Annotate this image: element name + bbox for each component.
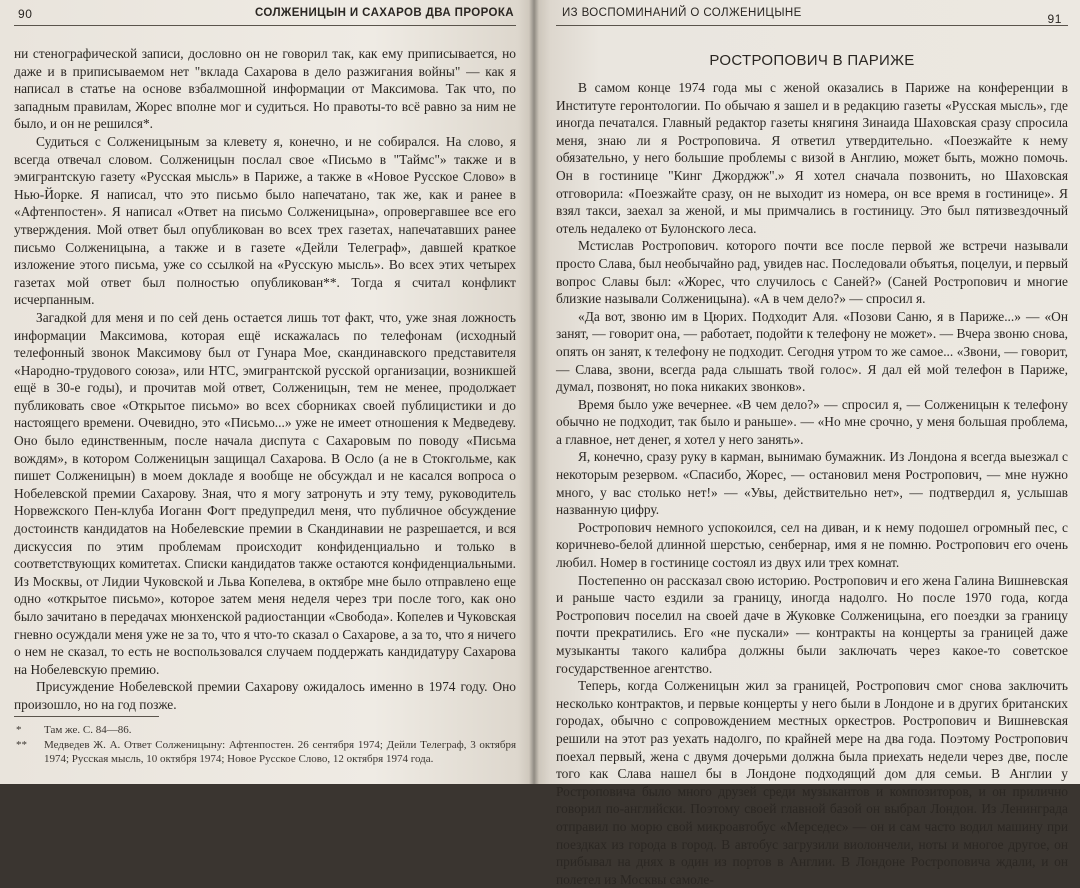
paragraph: Время было уже вечернее. «В чем дело?» — спросил я, — Солженицын к телефону обычно не подходит, так было и раньше». — «Но мне срочно, у меня большая проблема, а главное, нет денег, я хотел у него занять». bbox=[556, 396, 1068, 447]
chapter-title: РОСТРОПОВИЧ В ПАРИЖЕ bbox=[709, 52, 915, 69]
paragraph: ни стенографической записи, дословно он не говорил так, как ему приписывается, но даже и в приписываемом нет "вклада Сахарова в дело разжигания войны" — как я написал в статье на основе взбалмошной информации от Максимова. Так что, по западным правилам, Жорес вполне мог и судиться. Но правоты-то всё равно за ним не было, и он не решился*. bbox=[14, 46, 516, 132]
footnotes bbox=[14, 716, 516, 767]
paragraph: Я, конечно, сразу руку в карман, вынимаю бумажник. Из Лондона я всегда выезжал с некоторым резервом. «Спасибо, Жорес, — остановил меня Ростропович, — мне нужно много, у вас столько нет!» — «Увы, действительно нет», — подтвердил я, услышав названную цифру. bbox=[556, 449, 1068, 518]
paragraph: Теперь, когда Солженицын жил за границей, Ростропович смог снова заключить несколько контрактов, и первые концерты у него были в Лондоне и в других британских городах, обычно с сопровождением местных оркестров. Ростропович и Вишневская решили на этот раз уехать надолго, по крайней мере на два года. Поэтому Ростропович поехал первый, жена с двумя дочерьми должна была приехать недели через две, после того как Слава нашел бы в Лондоне подходящий дом для семьи. В Англии у Ростроповича было много друзей среди музыкантов и композиторов, и он прилично говорил по-английски. Поэтому своей главной базой он выбрал Лондон. Из Ленинграда отправил по морю свой микроавтобус «Мерседес» — он и сам часто водил машину при поездках из города в город. В автобус загрузили виолончели, ноты и многое другое, он прибывал на днях в один из портов в Англии. В Лондоне Ростроповича ждали, и он полетел из Москвы самоле- bbox=[556, 678, 1068, 887]
paragraph: Загадкой для меня и по сей день остается лишь тот факт, что, уже зная ложность информации Максимова, которая ещё искажалась по телефонам (исходный телефонный звонок Максимову был от Гунара Мое, скандинавского представителя «Народно-трудового союза», или НТС, эмигрантской русской организации, возникшей ещё в 30-е годы), и прочитав мой ответ, Солженицын, тем не менее, продолжает публиковать свое «Открытое письмо» во всех сборниках своей публицистики и до настоящего времени. Очевидно, это «Письмо...» уже не имеет отношения к Медведеву. Оно было единственным, после начала диспута с Сахаровым по поводу «Письма вождям», в котором Солженицын защищал Сахарова. В Осло (а не в Стокгольме, как пишет Солженицын) в моем докладе я вообще не обсуждал и не касался вопроса о Нобелевской премии Сахарову. Зная, что я могу затронуть и эту тему, руководитель Норвежского Пен-клуба Иоганн Фогт предупредил меня, что публичное обсуждение достоинств кандидатов на Нобелевские премии в Скандинавии не разрешается, и вся дискуссия по этим проблемам происходит конфиденциально и только в соответствующих комитетах. Списки кандидатов также остаются конфиденциальными. Из Москвы, от Лидии Чуковской и Льва Копелева, в октябре мне было отправлено еще одно «открытое письмо», которое затем меня неделя через три после того, как оно было зачитано в передачах мюнхенской радиостанции «Свобода». Копелев и Чуковская гневно осуждали меня уже не за то, что я что-то сказал о Сахарове, а за то, что я ничего о нем не сказал, то есть не воспользовался случаем поддержать кандидатуру Сахарова на Нобелевскую премию. bbox=[14, 309, 516, 677]
footnote bbox=[14, 738, 516, 767]
paragraph: Постепенно он рассказал свою историю. Ростропович и его жена Галина Вишневская и раньше часто ездили за границу, иногда надолго. Но после 1970 года, когда Ростропович поселил на своей даче в Жуковке Солженицына, его поездки за границу почти прекратились. Его «не пускали» — контракты на концерты за границей даже музыканты такого калибра должны были заключать через какое-то советское государственное агентство. bbox=[556, 572, 1068, 676]
paragraph: В самом конце 1974 года мы с женой оказались в Париже на конференции в Институте геронтологии. По обычаю я зашел и в редакцию газеты «Русская мысль», где иногда печатался. Главный редактор газеты княгиня Зинаида Шаховская сразу спросила меня, знаю ли я Ростроповича. Я ответил утвердительно. «Поезжайте к нему обязательно, у него большие проблемы с визой в Англию, может быть, можно помочь. Он в гостинице "Кинг Джорджж".» Я хотел сначала позвонить, но Шаховская отговорила: «Поезжайте сразу, он не выходит из номера, он все время в гостинице». Я взял такси, заехал за женой, и мы примчались в гостиницу. Это был пятизвездочный отель недалеко от Булонского леса. bbox=[556, 80, 1068, 236]
running-head: ИЗ ВОСПОМИНАНИЙ О СОЛЖЕНИЦЫНЕ bbox=[562, 7, 802, 19]
left-page-header bbox=[14, 3, 516, 26]
right-page-text bbox=[556, 79, 1068, 888]
paragraph: Мстислав Ростропович. которого почти все после первой же встречи называли просто Слава, был необычайно рад, увидев нас. Последовали объятья, поцелуи, и первый вопрос Славы был: «Жорес, что случилось с Саней?» (Саней Ростропович и многие близкие называли Солженицына). «А в чем дело?» — спросил я. bbox=[556, 238, 1068, 307]
right-page-header bbox=[556, 3, 1068, 26]
page-number: 91 bbox=[1047, 12, 1062, 26]
footnote-text: Медведев Ж. А. Ответ Солженицыну: Афтенпостен. 26 сентября 1974; Дейли Телеграф, 3 октября 1974; Русская мысль, 10 октября 1974; Новое Русское Слово, 12 октября 1974 года. bbox=[44, 738, 516, 765]
footnote bbox=[14, 723, 516, 738]
right-page bbox=[534, 0, 1080, 887]
footnote-mark: ** bbox=[16, 738, 27, 751]
footnote-mark: * bbox=[16, 724, 22, 736]
running-head: СОЛЖЕНИЦЫН И САХАРОВ ДВА ПРОРОКА bbox=[254, 7, 514, 19]
left-page bbox=[0, 0, 534, 784]
page-number: 90 bbox=[18, 7, 33, 21]
paragraph: Судиться с Солженицыным за клевету я, конечно, и не собирался. На слово, я всегда отвечал словом. Солженицын послал свое «Письмо в "Таймс"» также и в эмигрантскую газету «Русская мысль» в Париже, а также в «Новое Русское Слово» в Нью-Йорке. Я написал, что это письмо было напечатано, так же, как и ранее в «Афтенпостен». Я написал «Ответ на письмо Солженицына», опровергавшее все его утверждения. Мой ответ был опубликован во всех трех газетах, напечатавших ранее письмо Солженицына, а также и в газете «Дейли Телеграф», давшей краткое изложение этого письма, уже со ссылкой на «Русскую мысль». Во всех этих четырех газетах мой ответ был полностью опубликован**. Тогда я считал конфликт исчерпанным. bbox=[14, 133, 516, 308]
footnote-text: Там же. С. 84—86. bbox=[44, 724, 132, 736]
paragraph: «Да вот, звоню им в Цюрих. Подходит Аля. «Позови Саню, я в Париже...» — «Он занят, — говорит она, — работает, подойти к телефону не может». — Вчера звоню снова, опять он занят, к телефону не подходит. Сегодня утром то же самое... «Звони, — говорит, — Слава, звони, всегда рада слышать твой голос». Я дал ей мой телефон в Париже, думал, позвонят, но пока никаких звонков». bbox=[556, 308, 1068, 395]
book-gutter bbox=[529, 0, 539, 784]
paragraph: Присуждение Нобелевской премии Сахарову ожидалось именно в 1974 году. Оно произошло, но на год позже. bbox=[14, 679, 516, 712]
left-page-text bbox=[14, 45, 516, 714]
footnote-rule bbox=[14, 716, 159, 717]
paragraph: Ростропович немного успокоился, сел на диван, и к нему подошел огромный пес, с коричнево-белой длинной шерстью, сенбернар, имя я не помню. Ростропович его очень любил. Номер в гостинице состоял из двух или трех комнат. bbox=[556, 519, 1068, 571]
